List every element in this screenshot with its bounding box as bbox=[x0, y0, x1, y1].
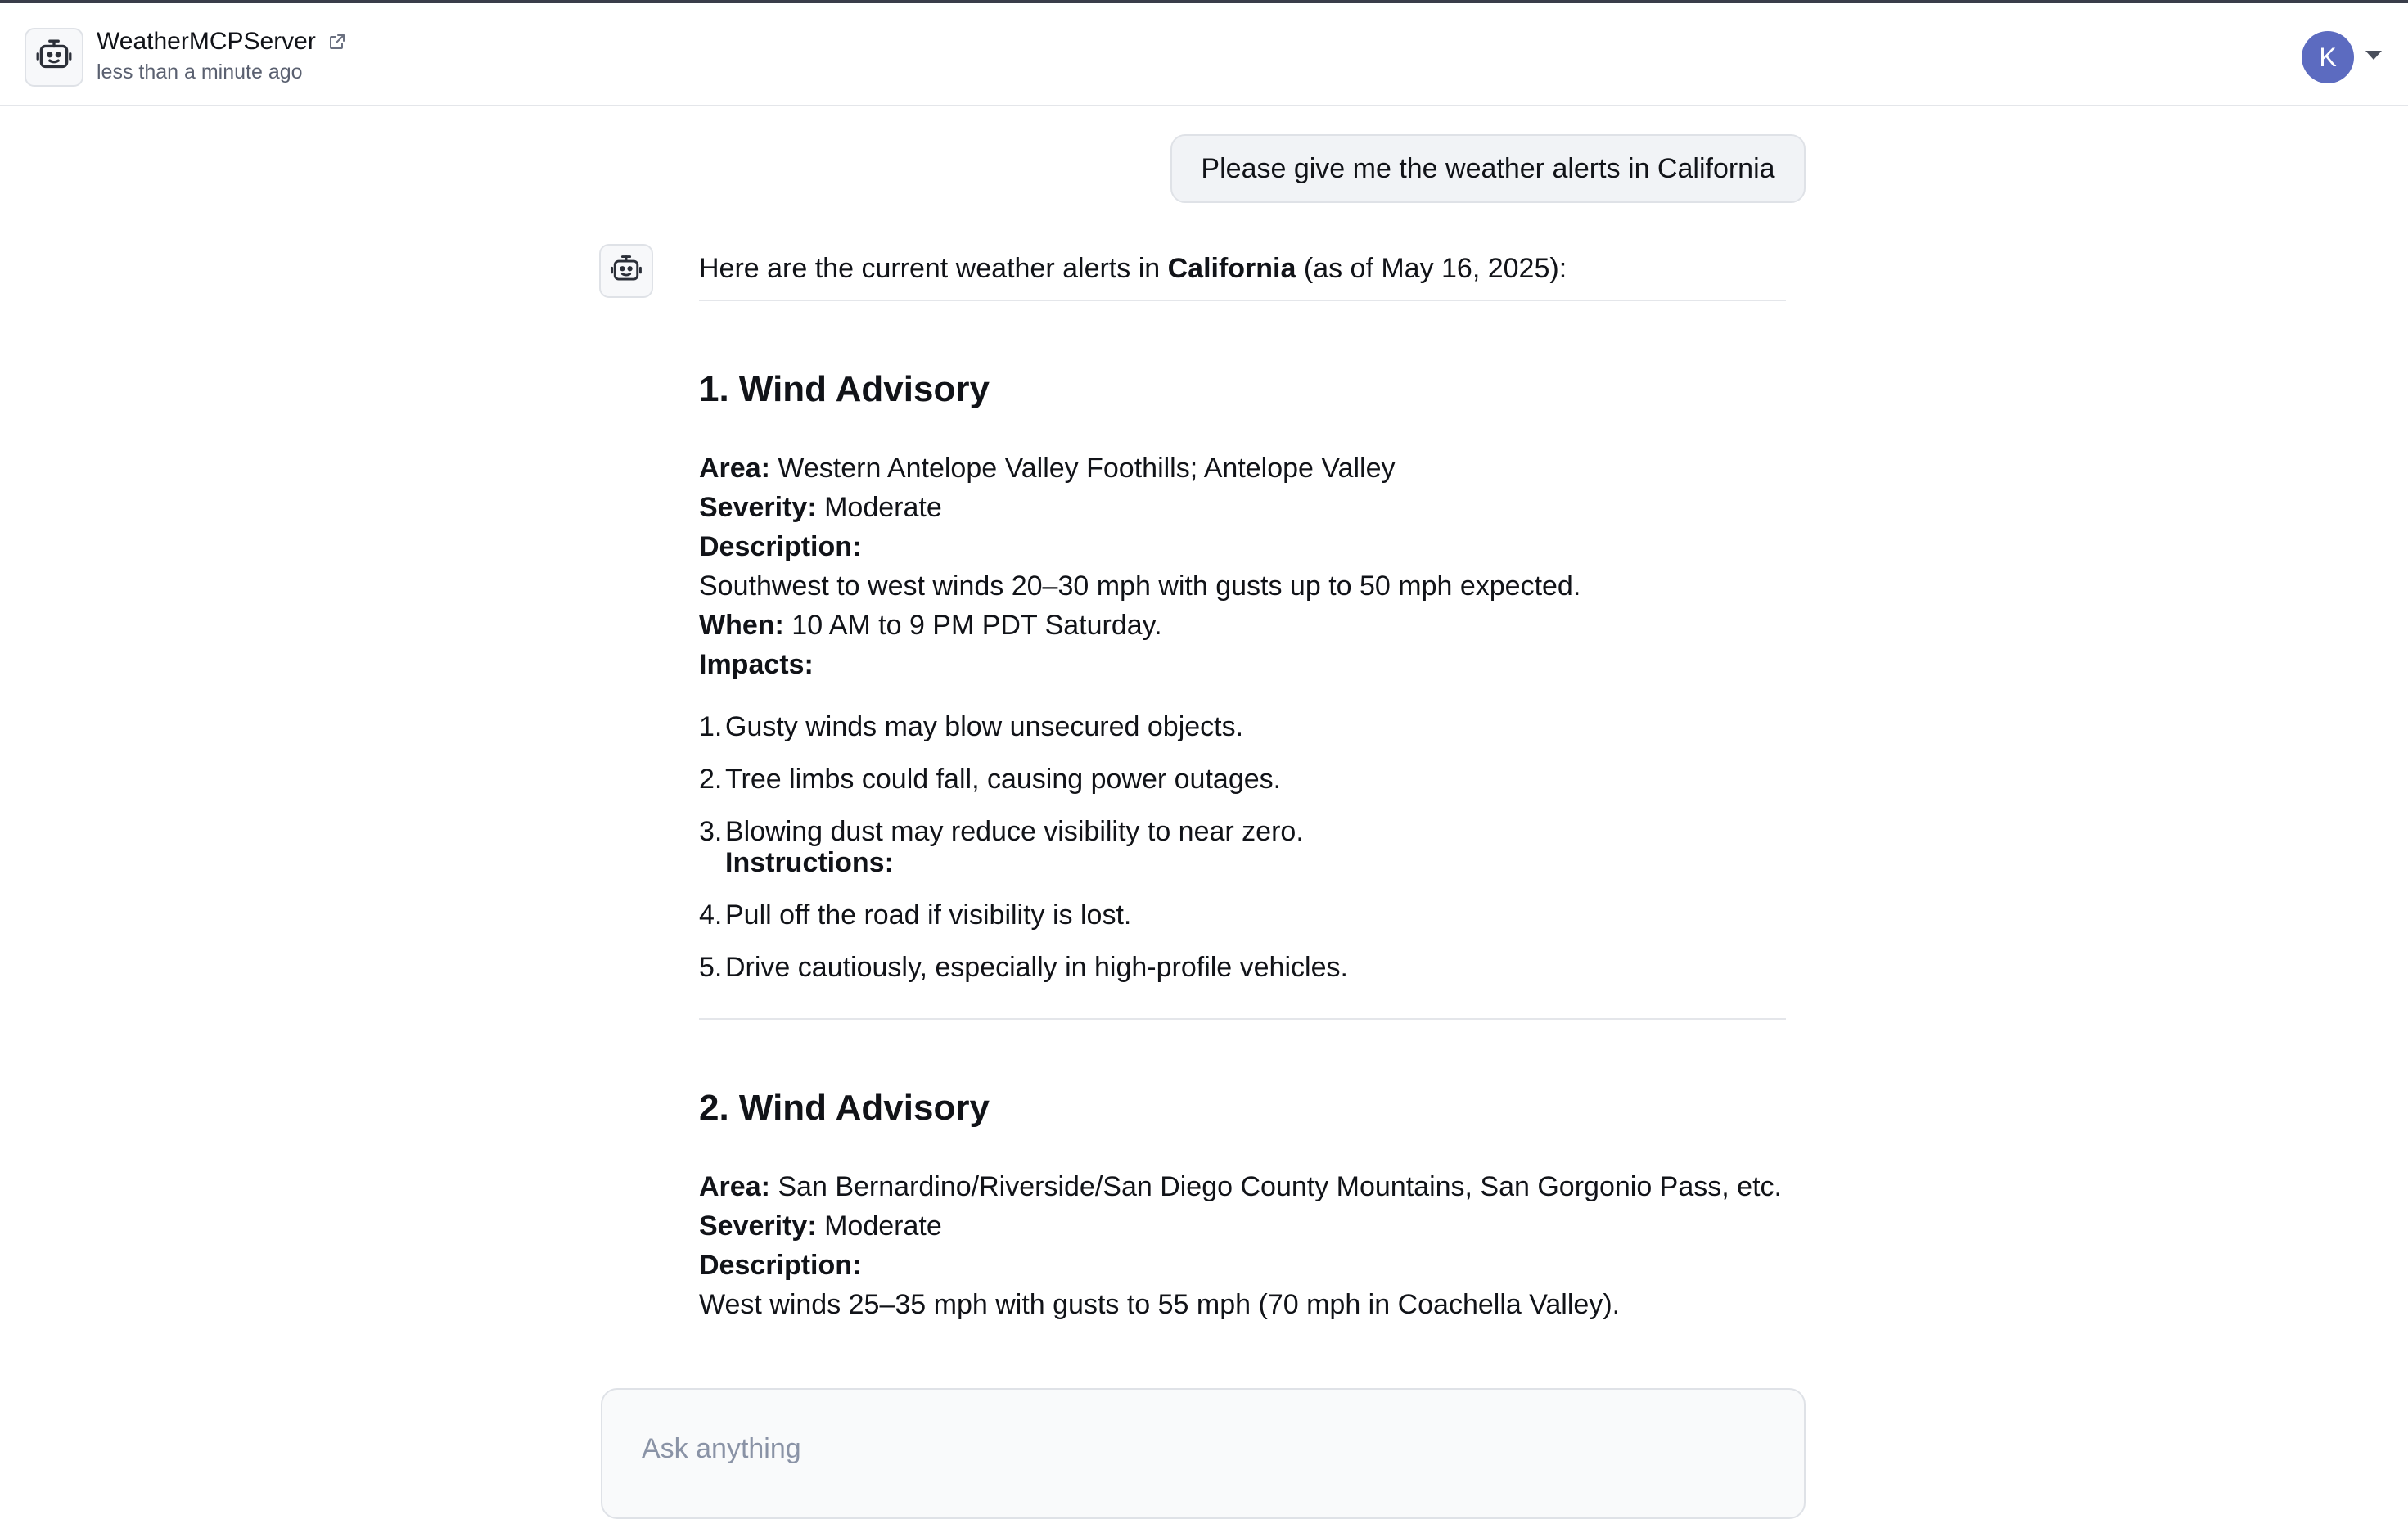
divider bbox=[699, 1018, 1786, 1020]
alert-area: Area: Western Antelope Valley Foothills; Antelope Valley bbox=[699, 453, 1396, 484]
list-item: 4. Pull off the road if visibility is lost. bbox=[699, 899, 1132, 931]
alert-area: Area: San Bernardino/Riverside/San Diego County Mountains, San Gorgonio Pass, etc. bbox=[699, 1171, 1782, 1202]
chat-header bbox=[0, 3, 2408, 106]
assistant-intro: Here are the current weather alerts in California (as of May 16, 2025): bbox=[699, 253, 1567, 284]
alert-when: When: 10 AM to 9 PM PDT Saturday. bbox=[699, 610, 1162, 641]
bot-avatar bbox=[25, 28, 83, 87]
divider bbox=[699, 300, 1786, 301]
alert-description: West winds 25–35 mph with gusts to 55 mph (70 mph in Coachella Valley). bbox=[699, 1289, 1621, 1320]
user-message-bubble: Please give me the weather alerts in California bbox=[1170, 134, 1806, 203]
impacts-list bbox=[699, 701, 1788, 994]
robot-icon bbox=[608, 253, 644, 289]
user-avatar[interactable]: K bbox=[2302, 31, 2354, 83]
alert-heading: 2. Wind Advisory bbox=[699, 1088, 990, 1128]
list-item: 1. Gusty winds may blow unsecured objects. bbox=[699, 711, 1244, 742]
alert-heading: 1. Wind Advisory bbox=[699, 369, 990, 409]
instructions-label: Instructions: bbox=[725, 847, 894, 878]
list-item: 2. Tree limbs could fall, causing power outages. bbox=[699, 764, 1282, 795]
alert-severity: Severity: Moderate bbox=[699, 1210, 942, 1242]
alert-severity: Severity: Moderate bbox=[699, 492, 942, 523]
chat-thread[interactable] bbox=[0, 108, 2408, 1490]
message-input[interactable] bbox=[642, 1431, 1706, 1467]
alert-description-label: Description: bbox=[699, 531, 862, 562]
list-item: 5. Drive cautiously, especially in high-profile vehicles. bbox=[699, 952, 1348, 983]
composer[interactable] bbox=[601, 1388, 1806, 1519]
alert-description-label: Description: bbox=[699, 1250, 862, 1281]
last-updated-text: less than a minute ago bbox=[97, 61, 303, 83]
app-title: WeatherMCPServer bbox=[97, 28, 316, 55]
alert-impacts-label: Impacts: bbox=[699, 649, 814, 680]
list-item: 3. Blowing dust may reduce visibility to near zero. bbox=[699, 816, 1304, 847]
assistant-message bbox=[699, 249, 1788, 1324]
robot-icon bbox=[34, 37, 74, 78]
chevron-down-icon[interactable] bbox=[2365, 51, 2382, 60]
external-link-icon[interactable] bbox=[327, 32, 347, 52]
assistant-avatar bbox=[599, 244, 653, 298]
alert-description: Southwest to west winds 20–30 mph with gusts up to 50 mph expected. bbox=[699, 570, 1581, 602]
